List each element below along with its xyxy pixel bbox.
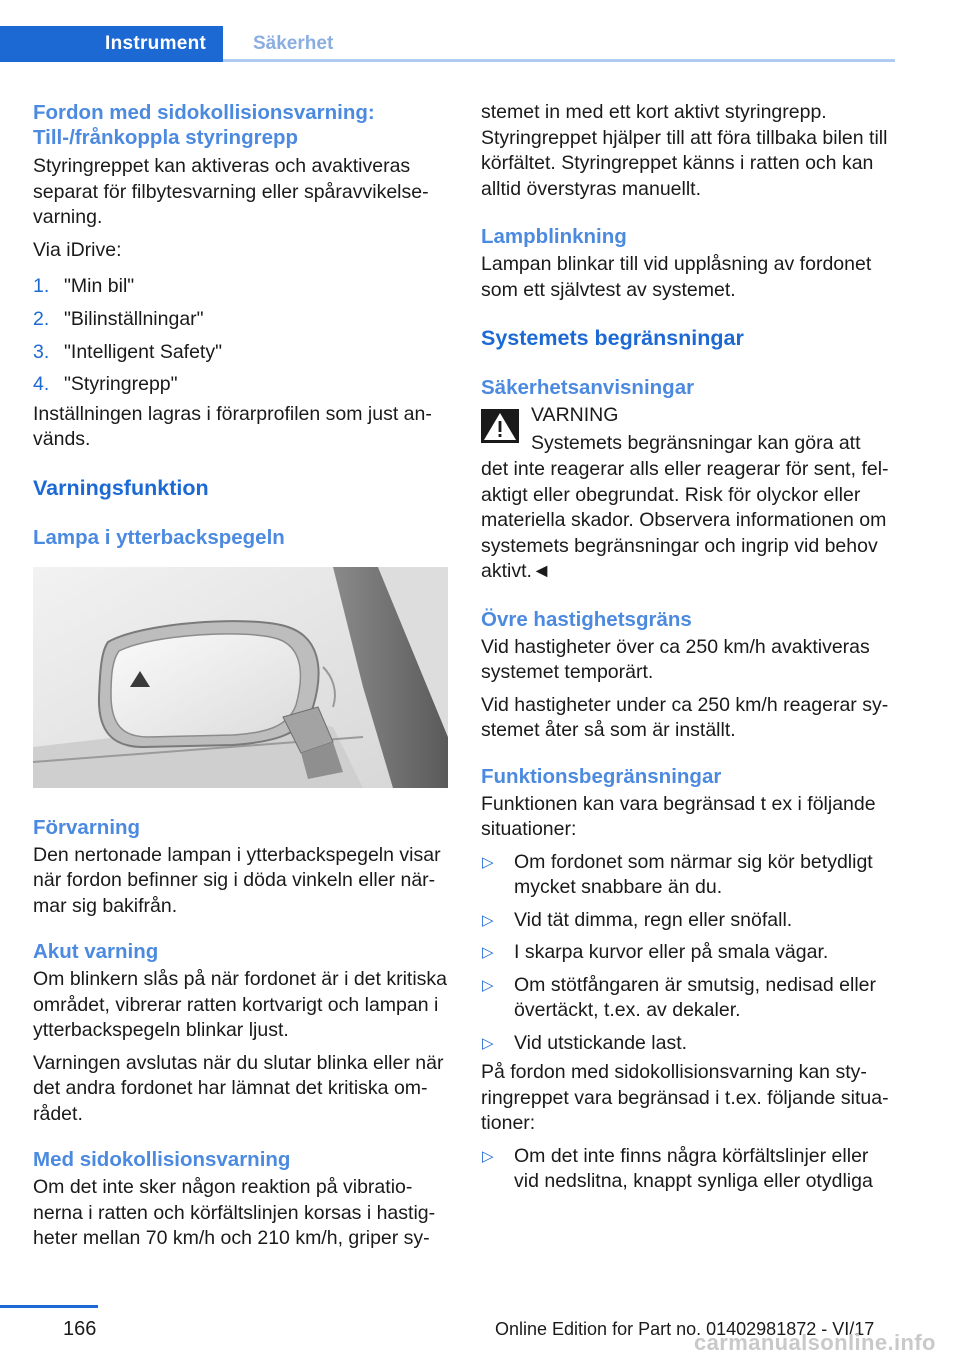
- step-number: 3.: [33, 340, 50, 363]
- bullet-text: Om det inte finns några körfältslinjer eller vid nedslitna, knappt synliga eller otydliga: [514, 1144, 873, 1192]
- edition-text: Online Edition for Part no. 01402981872 - VI/17: [495, 1319, 875, 1339]
- heading-acute-warning: Akut varning: [33, 940, 159, 964]
- paragraph-continued: stemet in med ett kort aktivt styringrepp. Styringreppet hjälper till att föra tillbaka bilen till körfältet. Styringreppet känns i ratten och kan alltid överstyras manuellt.: [481, 101, 888, 200]
- bullet-triangle-icon: ▷: [482, 1034, 494, 1052]
- heading-function-limits: Funktionsbegränsningar: [481, 764, 722, 788]
- paragraph-prewarning: Den nertonade lampan i ytterbackspegeln visar när fordon befinner sig i döda vinkeln eller närmar sig bakifrån.: [33, 843, 441, 917]
- heading-side-collision: Med sidokollisionsvarning: [33, 1148, 291, 1172]
- step-text: "Bilinställningar": [64, 307, 204, 330]
- bullet-triangle-icon: ▷: [482, 1147, 494, 1165]
- list-item: [33, 307, 448, 333]
- paragraph-saved: Inställningen lagras i förarprofilen som just används.: [33, 402, 432, 451]
- list-item: [33, 372, 448, 398]
- list-item: [481, 850, 896, 901]
- mirror-illustration: [33, 567, 448, 788]
- step-text: "Styringrepp": [64, 373, 178, 396]
- warning-first-line: Systemets begränsningar kan göra att: [531, 431, 861, 454]
- list-item: [33, 340, 448, 366]
- heading-warning-function: Varningsfunktion: [33, 475, 209, 500]
- paragraph-function-limits: Funktionen kan vara begränsad t ex i följande situationer:: [481, 792, 876, 840]
- step-number: 2.: [33, 307, 50, 330]
- bullet-triangle-icon: ▷: [482, 853, 494, 871]
- warning-text: det inte reagerar alls eller reagerar för sent, felaktigt eller obegrundat. Risk för olyckor eller materiella skador. Observera informationen om systemets begränsningar och ingrip vid behov aktivt.◄: [481, 458, 889, 582]
- paragraph-lamp-blink: Lampan blinkar till vid upplåsning av fordonet som ett självtest av systemet.: [481, 253, 872, 301]
- paragraph-side-limits: På fordon med sidokollisionsvarning kan styringreppet vara begränsad i t.ex. följande situationer:: [481, 1061, 889, 1134]
- page-number: 166: [63, 1318, 97, 1340]
- heading-lamp-blink: Lampblinkning: [481, 225, 627, 248]
- warning-triangle-icon: [481, 409, 519, 443]
- heading-prewarning: Förvarning: [33, 815, 141, 839]
- bullet-triangle-icon: ▷: [482, 911, 494, 929]
- paragraph-speed-1: Vid hastigheter över ca 250 km/h avaktiveras systemet temporärt.: [481, 635, 870, 683]
- warning-title: VARNING: [531, 404, 619, 426]
- list-item: [481, 1144, 896, 1195]
- left-column: [33, 100, 448, 1259]
- warning-block: [481, 403, 896, 585]
- idrive-steps: [33, 274, 448, 398]
- heading-safety-notes: Säkerhetsanvisningar: [481, 376, 695, 399]
- bullet-text: Om fordonet som närmar sig kör betydligt mycket snabbare än du.: [514, 850, 873, 898]
- paragraph-side-collision: Om det inte sker någon reaktion på vibrationerna i ratten och körfältslinjen korsas i hastigheter mellan 70 km/h och 210 km/h, griper sy-: [33, 1176, 436, 1250]
- watermark: carmanualsonline.info: [694, 1330, 936, 1355]
- mirror-image: [33, 567, 448, 788]
- side-limits-list: [481, 1144, 896, 1195]
- heading-mirror-lamp: Lampa i ytterbackspegeln: [33, 525, 285, 549]
- list-item: [481, 973, 896, 1024]
- bullet-text: I skarpa kurvor eller på smala vägar.: [514, 941, 829, 963]
- paragraph-acute-1: Om blinkern slås på när fordonet är i det kritiska området, vibrerar ratten kortvarigt och lampan i ytterbackspegeln blinkar ljust.: [33, 968, 448, 1042]
- bullet-text: Om stötfångaren är smutsig, nedisad eller övertäckt, t.ex. av dekaler.: [514, 973, 877, 1021]
- paragraph-acute-2: Varningen avslutas när du slutar blinka eller när det andra fordonet har lämnat det kritiska området.: [33, 1051, 444, 1125]
- step-text: "Min bil": [64, 275, 135, 297]
- list-item: [481, 1031, 896, 1057]
- tab-instrument[interactable]: Instrument: [0, 26, 223, 62]
- bullet-triangle-icon: ▷: [482, 976, 494, 994]
- heading-upper-speed: Övre hastighetsgräns: [481, 607, 692, 631]
- list-item: [481, 908, 896, 934]
- bullet-text: Vid utstickande last.: [514, 1031, 688, 1054]
- function-limits-list: [481, 850, 896, 1057]
- right-column: [481, 100, 896, 1202]
- heading-system-limits: Systemets begränsningar: [481, 326, 744, 350]
- via-idrive: Via iDrive:: [33, 238, 122, 261]
- header-tabs: [0, 0, 895, 62]
- tab-sakerhet[interactable]: Säkerhet: [223, 26, 895, 62]
- step-text: "Intelligent Safety": [64, 340, 223, 363]
- footer-rule: [0, 1305, 98, 1308]
- list-item: [481, 940, 896, 966]
- step-number: 4.: [33, 373, 50, 396]
- bullet-text: Vid tät dimma, regn eller snöfall.: [514, 908, 793, 931]
- step-number: 1.: [33, 275, 50, 297]
- bullet-triangle-icon: ▷: [482, 944, 494, 961]
- heading-toggle-steering: Fordon med sidokollisionsvarning: Till-/frånkoppla styringrepp: [33, 101, 375, 149]
- paragraph-toggle: Styringreppet kan aktiveras och avaktiveras separat för filbytesvarning eller spåravvikelsevarning.: [33, 155, 429, 228]
- list-item: [33, 274, 448, 300]
- tab-underline: [223, 59, 895, 62]
- paragraph-speed-2: Vid hastigheter under ca 250 km/h reagerar systemet åter så som är inställt.: [481, 693, 889, 741]
